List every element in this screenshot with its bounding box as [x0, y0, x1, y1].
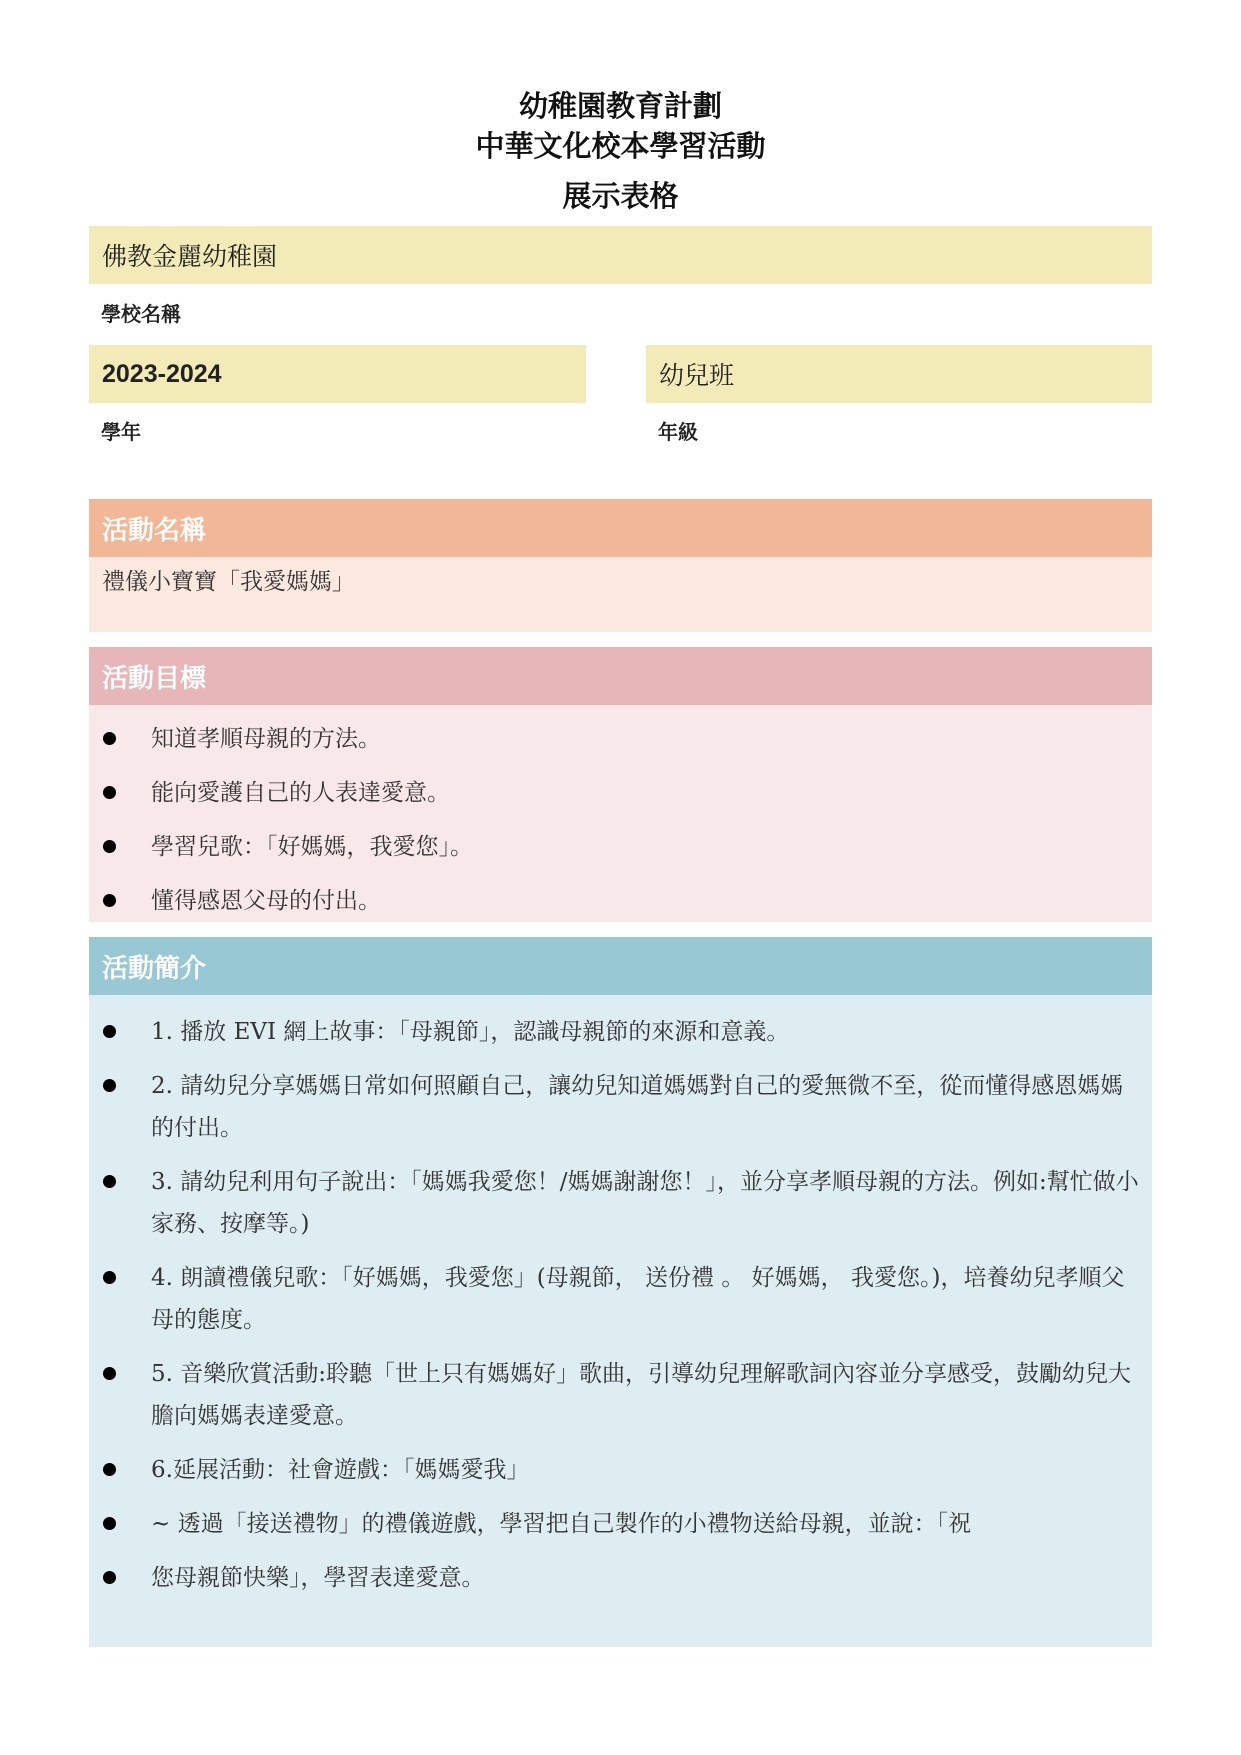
school-year-value: 2023-2024 [102, 359, 222, 388]
school-name-field [89, 226, 1152, 284]
page-title-line3: 展示表格 [562, 179, 679, 213]
introduction-header [89, 937, 1152, 995]
introduction-item: ~ 透過「接送禮物」的禮儀遊戲，學習把自己製作的小禮物送給母親，並說：「祝 [89, 1503, 1152, 1545]
objective-item: 懂得感恩父母的付出。 [89, 880, 1152, 934]
bullet-icon [103, 1463, 116, 1476]
bullet-icon [103, 1175, 116, 1188]
school-year-field [89, 345, 586, 403]
bullet-icon [103, 1517, 116, 1530]
bullet-icon [103, 1367, 116, 1380]
introduction-item: 3. 請幼兒利用句子說出：「媽媽我愛您！/媽媽謝謝您！」，並分享孝順母親的方法。例如:幫忙做小家務、按摩等。) [89, 1161, 1152, 1245]
school-name-value: 佛教金麗幼稚園 [102, 242, 278, 271]
bullet-icon [103, 894, 116, 907]
introduction-heading: 活動簡介 [102, 953, 207, 984]
introduction-item: 您母親節快樂」，學習表達愛意。 [89, 1557, 1152, 1599]
page-title-line1: 幼稚園教育計劃 [518, 89, 722, 123]
objective-item: 學習兒歌：「好媽媽，我愛您」。 [89, 826, 1152, 880]
grade-value: 幼兒班 [659, 361, 735, 390]
activity-name-value: 禮儀小寶寶「我愛媽媽」 [102, 569, 355, 595]
objective-item: 知道孝順母親的方法。 [89, 718, 1152, 772]
bullet-icon [103, 1571, 116, 1584]
bullet-icon [103, 1025, 116, 1038]
introduction-item: 2. 請幼兒分享媽媽日常如何照顧自己，讓幼兒知道媽媽對自己的愛無微不至，從而懂得感恩媽媽的付出。 [89, 1065, 1152, 1149]
objectives-heading: 活動目標 [102, 663, 207, 694]
objectives-body [89, 705, 1152, 922]
introduction-item: 6.延展活動：社會遊戲：「媽媽愛我」 [89, 1449, 1152, 1491]
school-name-label: 學校名稱 [101, 302, 181, 326]
bullet-icon [103, 1079, 116, 1092]
grade-label: 年級 [658, 420, 698, 444]
objectives-list [89, 718, 1152, 934]
activity-name-heading: 活動名稱 [102, 515, 207, 546]
bullet-icon [103, 732, 116, 745]
activity-name-body [89, 557, 1152, 632]
introduction-item: 4. 朗讀禮儀兒歌：「好媽媽，我愛您」(母親節， 送份禮 。 好媽媽， 我愛您。)，培養幼兒孝順父母的態度。 [89, 1257, 1152, 1341]
activity-name-header [89, 499, 1152, 557]
introduction-item: 1. 播放 EVI 網上故事：「母親節」，認識母親節的來源和意義。 [89, 1011, 1152, 1053]
grade-field [646, 345, 1152, 403]
objectives-header [89, 647, 1152, 705]
objective-item: 能向愛護自己的人表達愛意。 [89, 772, 1152, 826]
bullet-icon [103, 786, 116, 799]
bullet-icon [103, 840, 116, 853]
page-title-block [0, 86, 1241, 216]
bullet-icon [103, 1271, 116, 1284]
school-year-label: 學年 [101, 420, 141, 444]
introduction-list [89, 1011, 1152, 1611]
page-title-line2: 中華文化校本學習活動 [475, 129, 766, 163]
introduction-item: 5. 音樂欣賞活動:聆聽「世上只有媽媽好」歌曲，引導幼兒理解歌詞內容並分享感受，鼓勵幼兒大膽向媽媽表達愛意。 [89, 1353, 1152, 1437]
introduction-body [89, 995, 1152, 1647]
